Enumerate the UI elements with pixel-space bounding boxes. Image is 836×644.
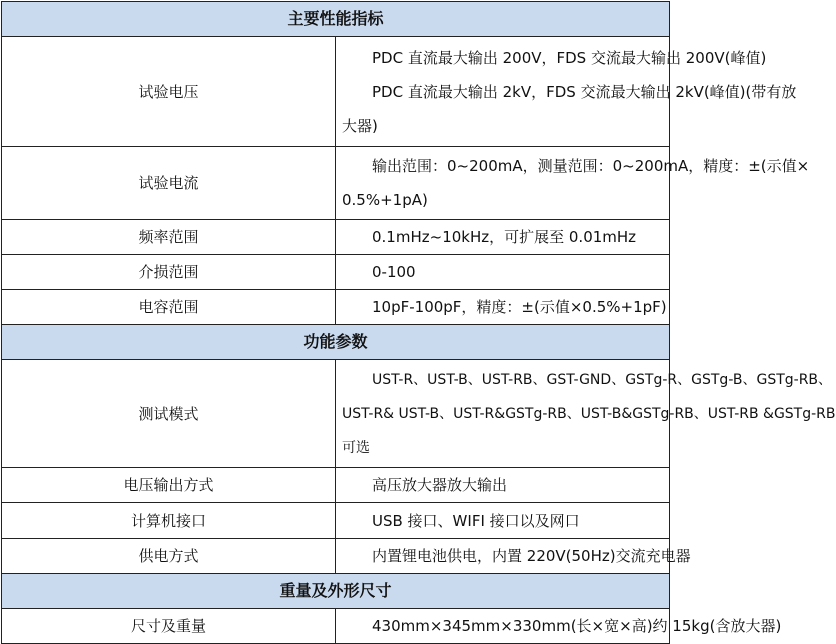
table-row — [2, 468, 670, 503]
table-row — [2, 503, 670, 539]
row-label-test-mode: 测试模式 — [2, 360, 336, 468]
row-value-size-weight — [336, 609, 782, 644]
section-title-functions: 功能参数 — [2, 325, 670, 360]
row-label-capacitance: 电容范围 — [2, 290, 336, 325]
row-label-voltage-output: 电压输出方式 — [2, 468, 336, 503]
table-row — [2, 220, 670, 255]
voltage-line-3: 大器) — [342, 116, 378, 135]
voltage-line-1: PDC 直流最大输出 200V，FDS 交流最大输出 200V(峰值) — [372, 48, 767, 67]
row-label-computer-interface: 计算机接口 — [2, 503, 336, 539]
section-header-row — [2, 325, 670, 360]
table-row — [2, 255, 670, 290]
row-label-size-weight: 尺寸及重量 — [2, 609, 336, 644]
row-label-loss: 介损范围 — [2, 255, 336, 290]
test-mode-line-2: UST-R& UST-B、UST-R&GSTg-RB、UST-B&GSTg-RB、UST-RB &GSTg-RB — [342, 405, 836, 422]
test-mode-line-1: UST-R、UST-B、UST-RB、GST-GND、GSTg-R、GSTg-B、GSTg-RB、 — [372, 371, 833, 388]
voltage-line-2: PDC 直流最大输出 2kV，FDS 交流最大输出 2kV(峰值)(带有放 — [372, 82, 797, 101]
row-value-test-mode — [336, 360, 836, 468]
row-value-computer-interface — [336, 503, 670, 539]
row-value-voltage-output — [336, 468, 670, 503]
row-label-current: 试验电流 — [2, 147, 336, 220]
computer-interface-value: USB 接口、WIFI 接口以及网口 — [372, 511, 580, 530]
capacitance-value: 10pF-100pF，精度：±(示值×0.5%+1pF) — [372, 298, 667, 316]
table-row — [2, 147, 670, 220]
table-row — [2, 539, 670, 574]
table-row — [2, 360, 670, 468]
row-value-loss — [336, 255, 670, 290]
row-label-voltage: 试验电压 — [2, 37, 336, 147]
current-line-1: 输出范围：0~200mA，测量范围：0~200mA，精度：±(示值× — [372, 157, 810, 175]
frequency-value: 0.1mHz~10kHz，可扩展至 0.01mHz — [372, 228, 637, 246]
row-label-frequency: 频率范围 — [2, 220, 336, 255]
spec-table — [1, 1, 836, 644]
row-label-power-supply: 供电方式 — [2, 539, 336, 574]
row-value-power-supply — [336, 539, 691, 574]
loss-value: 0-100 — [372, 263, 416, 281]
section-title-size-weight: 重量及外形尺寸 — [2, 574, 670, 609]
section-header-row — [2, 574, 670, 609]
test-mode-line-3: 可选 — [342, 439, 370, 456]
section-header-row — [2, 2, 670, 37]
voltage-output-value: 高压放大器放大输出 — [372, 476, 508, 494]
row-value-voltage — [336, 37, 797, 147]
row-value-capacitance — [336, 290, 670, 325]
row-value-current — [336, 147, 810, 220]
section-title-performance: 主要性能指标 — [2, 2, 670, 37]
table-row — [2, 609, 670, 644]
size-weight-value: 430mm×345mm×330mm(长×宽×高)约 15kg(含放大器) — [372, 617, 782, 635]
table-row — [2, 290, 670, 325]
power-supply-value: 内置锂电池供电，内置 220V(50Hz)交流充电器 — [372, 547, 691, 565]
current-line-2: 0.5%+1pA) — [342, 191, 428, 209]
table-row — [2, 37, 670, 147]
row-value-frequency — [336, 220, 670, 255]
